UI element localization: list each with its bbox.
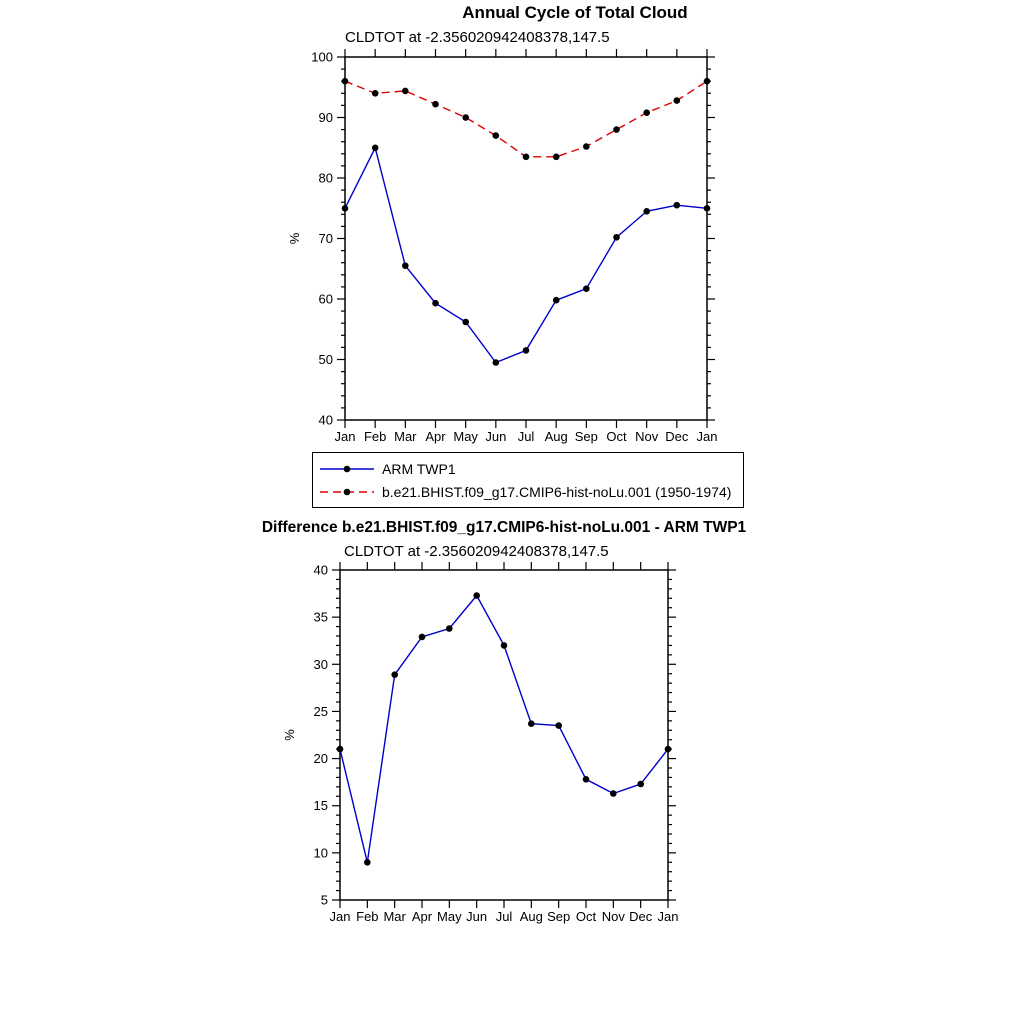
axis-tick-labels (282, 563, 678, 925)
svg-text:90: 90 (318, 110, 333, 125)
svg-text:Oct: Oct (575, 909, 597, 924)
svg-text:Feb: Feb (356, 909, 379, 924)
svg-text:Aug: Aug (544, 429, 568, 444)
svg-text:25: 25 (313, 703, 328, 719)
svg-text:Jan: Jan (334, 429, 356, 444)
svg-text:Dec: Dec (629, 909, 653, 924)
legend-label-arm-twp1: ARM TWP1 (382, 460, 456, 477)
svg-text:50: 50 (318, 352, 333, 367)
bottom-chart-plot (265, 557, 715, 932)
svg-text:Feb: Feb (363, 429, 387, 444)
svg-text:Nov: Nov (601, 909, 625, 924)
svg-text:35: 35 (313, 609, 328, 625)
series-markers-1 (342, 78, 711, 160)
legend-line-sample-model-icon (318, 485, 376, 499)
svg-text:Sep: Sep (574, 429, 598, 444)
svg-text:Jul: Jul (495, 909, 513, 924)
svg-text:20: 20 (313, 751, 328, 767)
svg-text:Jul: Jul (517, 429, 535, 444)
svg-text:Oct: Oct (606, 429, 627, 444)
svg-text:Apr: Apr (425, 429, 446, 444)
plot-frame (340, 570, 668, 900)
svg-text:Mar: Mar (383, 909, 406, 924)
svg-text:5: 5 (320, 892, 328, 908)
legend-label-model: b.e21.BHIST.f09_g17.CMIP6-hist-noLu.001 (1950-1974) (382, 483, 732, 500)
legend-item-model (318, 480, 738, 503)
svg-text:Jan: Jan (329, 909, 351, 924)
series-markers-0 (342, 145, 711, 366)
series-line-0 (340, 596, 668, 863)
svg-text:May: May (437, 909, 462, 924)
svg-text:10: 10 (313, 845, 328, 861)
svg-text:30: 30 (313, 656, 328, 672)
series-line-0 (345, 148, 707, 363)
svg-text:Aug: Aug (519, 909, 543, 924)
axis-tick-labels (287, 50, 717, 445)
series-line-1 (345, 81, 707, 157)
svg-text:40: 40 (313, 562, 328, 578)
svg-text:15: 15 (313, 798, 328, 814)
top-chart-plot (270, 40, 760, 468)
svg-text:100: 100 (311, 49, 333, 65)
svg-text:Jan: Jan (657, 909, 679, 924)
svg-text:Sep: Sep (547, 909, 571, 924)
svg-text:40: 40 (318, 412, 333, 428)
y-axis-label: % (287, 232, 302, 245)
svg-text:Jun: Jun (466, 909, 488, 924)
svg-text:70: 70 (318, 231, 333, 246)
svg-text:May: May (453, 429, 478, 444)
svg-text:Jan: Jan (696, 429, 718, 444)
svg-text:60: 60 (318, 291, 333, 307)
legend-item-arm-twp1 (318, 457, 738, 480)
svg-text:Apr: Apr (411, 909, 433, 924)
svg-text:Nov: Nov (635, 429, 659, 444)
svg-text:Dec: Dec (665, 429, 689, 444)
plot-frame (345, 57, 707, 420)
axis-ticks (332, 562, 676, 908)
top-chart-title: Annual Cycle of Total Cloud (462, 3, 688, 22)
top-chart-subtitle: CLDTOT at -2.356020942408378,147.5 (345, 29, 610, 46)
svg-text:80: 80 (318, 170, 333, 186)
axis-ticks (337, 49, 715, 428)
y-axis-label: % (282, 729, 297, 741)
legend-line-sample-arm-icon (318, 462, 376, 476)
legend-box (312, 452, 744, 508)
svg-text:Mar: Mar (394, 429, 417, 444)
bottom-chart-subtitle: CLDTOT at -2.356020942408378,147.5 (344, 543, 609, 560)
bottom-chart-title: Difference b.e21.BHIST.f09_g17.CMIP6-hist-noLu.001 - ARM TWP1 (261, 519, 747, 536)
svg-text:Jun: Jun (485, 429, 507, 444)
